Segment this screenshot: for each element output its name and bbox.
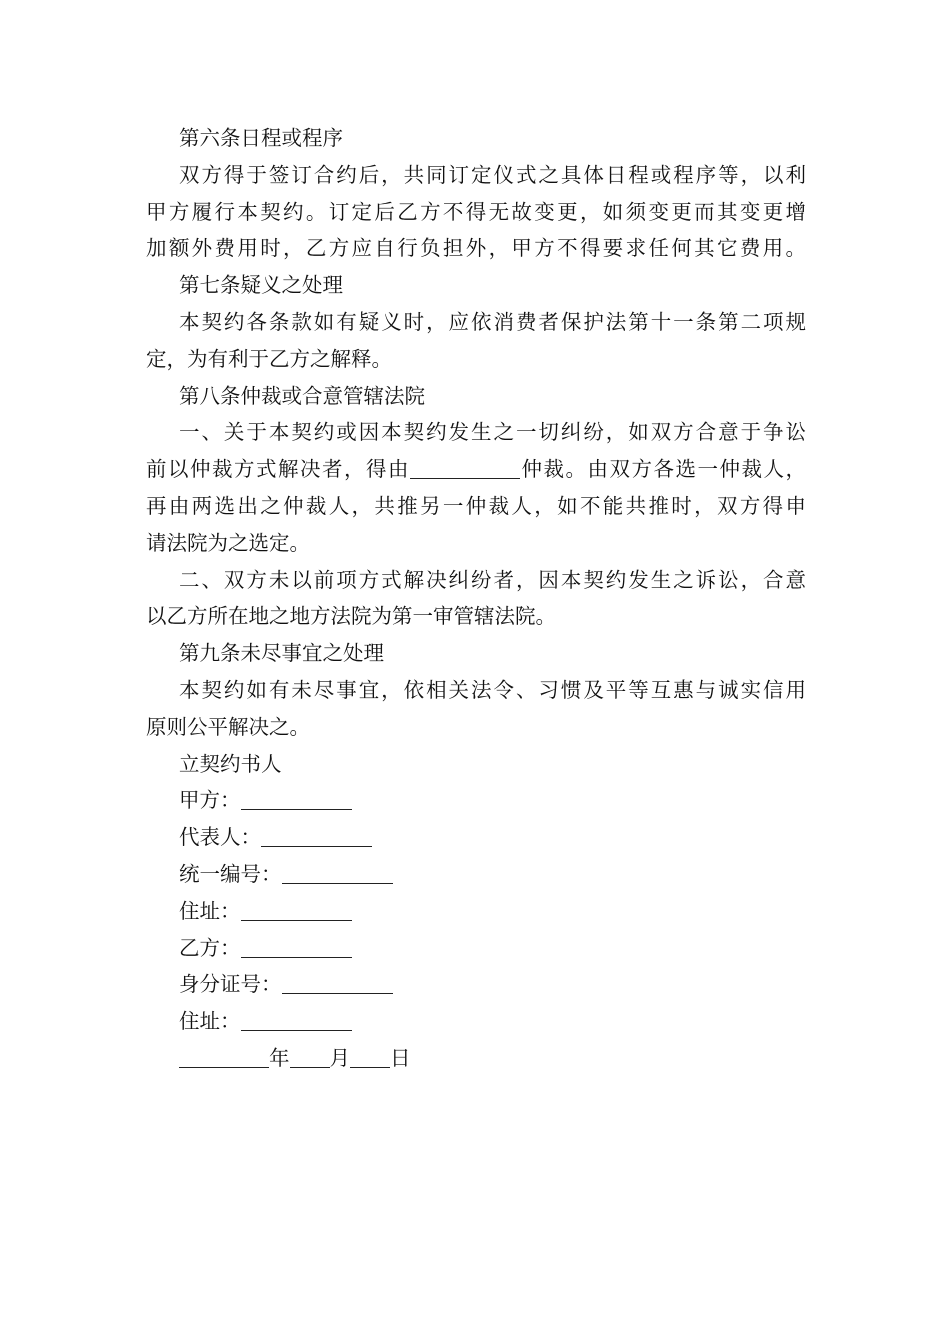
unified-number-label: 统一编号： — [179, 861, 282, 886]
article-6-line-1: 双方得于签订合约后，共同订定仪式之具体日程或程序等，以利 — [179, 162, 806, 187]
article-8-heading: 第八条仲裁或合意管辖法院 — [179, 383, 425, 408]
article-8-item-1-line-1: 一、关于本契约或因本契约发生之一切纠纷，如双方合意于争讼 — [179, 420, 806, 445]
article-9-line-2: 原则公平解决之。 — [146, 714, 310, 739]
article-6-heading: 第六条日程或程序 — [179, 126, 343, 150]
day-blank[interactable] — [350, 1045, 390, 1068]
party-b-label: 乙方： — [179, 935, 241, 960]
article-9-line-1: 本契约如有未尽事宜，依相关法令、习惯及平等互惠与诚实信用 — [179, 677, 806, 702]
article-8-item-2-line-1: 二、双方未以前项方式解决纠纷者，因本契约发生之诉讼，合意 — [179, 567, 806, 592]
address-a-row — [146, 893, 806, 930]
day-label: 日 — [390, 1045, 411, 1070]
address-a-label: 住址： — [179, 898, 241, 923]
arbitrator-blank[interactable] — [410, 456, 520, 479]
article-8-item-2-line-2: 以乙方所在地之地方法院为第一审管辖法院。 — [146, 604, 556, 629]
year-blank[interactable] — [179, 1045, 269, 1068]
article-8-item-1-line-2 — [146, 451, 806, 488]
representative-label: 代表人： — [179, 825, 261, 850]
article-6-line-3: 加额外费用时，乙方应自行负担外，甲方不得要求任何其它费用。 — [146, 236, 806, 261]
address-a-blank[interactable] — [241, 898, 352, 921]
representative-blank[interactable] — [261, 824, 372, 847]
signatories-title: 立契约书人 — [179, 751, 282, 776]
contract-page — [146, 120, 806, 1077]
party-a-label: 甲方： — [179, 788, 241, 813]
party-b-blank[interactable] — [241, 935, 352, 958]
address-b-blank[interactable] — [241, 1008, 352, 1031]
party-a-blank[interactable] — [241, 787, 352, 810]
text-before-arbitrator-blank: 前以仲裁方式解决者，得由 — [146, 457, 410, 482]
party-b-row — [146, 930, 806, 967]
id-number-blank[interactable] — [282, 971, 393, 994]
article-7-heading: 第七条疑义之处理 — [179, 273, 343, 298]
article-6-line-2: 甲方履行本契约。订定后乙方不得无故变更，如须变更而其变更增 — [146, 199, 806, 224]
date-row — [146, 1040, 806, 1077]
month-label: 月 — [329, 1045, 350, 1070]
article-7-line-1: 本契约各条款如有疑义时，应依消费者保护法第十一条第二项规 — [179, 309, 806, 334]
article-9-heading: 第九条未尽事宜之处理 — [179, 641, 384, 666]
id-number-row — [146, 966, 806, 1003]
article-7-line-2: 定，为有利于乙方之解释。 — [146, 346, 392, 371]
year-label: 年 — [269, 1045, 290, 1070]
article-8-item-1-line-3: 再由两选出之仲裁人，共推另一仲裁人，如不能共推时，双方得申 — [146, 493, 806, 518]
id-number-label: 身分证号： — [179, 972, 282, 997]
address-b-row — [146, 1003, 806, 1040]
address-b-label: 住址： — [179, 1009, 241, 1034]
unified-number-row — [146, 856, 806, 893]
text-after-arbitrator-blank: 仲裁。由双方各选一仲裁人， — [520, 457, 806, 482]
month-blank[interactable] — [290, 1045, 330, 1068]
representative-row — [146, 819, 806, 856]
party-a-row — [146, 782, 806, 819]
unified-number-blank[interactable] — [282, 861, 393, 884]
article-8-item-1-line-4: 请法院为之选定。 — [146, 530, 310, 555]
